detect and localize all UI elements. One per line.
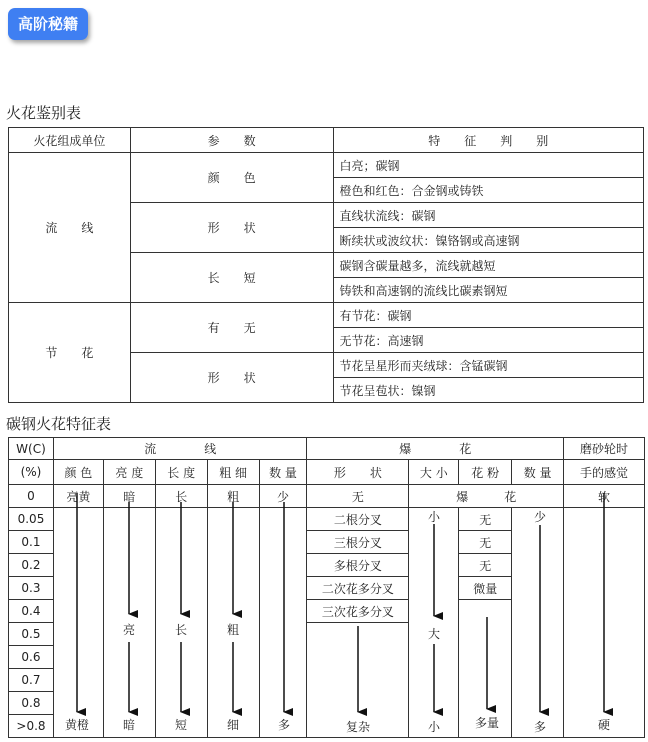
burst-count-end-label: 多 [533,720,547,734]
size-end-label: 小 [427,720,441,734]
wc-value: 0.6 [9,646,54,669]
wc-value: 0.4 [9,600,54,623]
feature-cell: 有节花：碳钢 [333,303,644,328]
table-row [9,153,644,178]
burst-count-start-label: 少 [533,510,547,524]
feature-cell: 节花呈苞状：镍钢 [333,378,644,403]
wc-value: 0.05 [9,508,54,531]
feature-cell: 节花呈星形而夹绒球：含锰碳钢 [333,353,644,378]
wc-value: 0.7 [9,669,54,692]
feel-start: 软 [564,485,645,508]
feature-cell: 无节花：高速钢 [333,328,644,353]
wc-value: >0.8 [9,715,54,738]
pollen-end-label: 多量 [474,716,500,730]
badge-title: 高阶秘籍 [8,8,88,40]
wc-value: 0.2 [9,554,54,577]
burst-header: 爆 花 [307,438,564,460]
shape-end-label: 复杂 [345,720,371,734]
brightness-start: 暗 [103,485,155,508]
shape-value: 二根分叉 [307,508,409,531]
wc-unit: (%) [9,460,54,485]
param-cell: 形 状 [130,203,333,253]
param-cell: 长 短 [130,253,333,303]
length-start: 长 [155,485,207,508]
wc-value: 0.5 [9,623,54,646]
sub-header: 大 小 [409,460,459,485]
header-cell: 参 数 [130,128,333,153]
brightness-mid-label: 亮 [122,623,136,637]
table-header-row [9,438,645,460]
count-start: 少 [259,485,307,508]
shape-value: 多根分叉 [307,554,409,577]
burst-count-column-body [512,508,564,738]
length-mid-label: 长 [174,623,188,637]
table-row [9,508,645,531]
feel-header-line1: 磨砂轮时 [564,438,645,460]
spark-identification-table [8,127,644,403]
feature-cell: 碳钢含碳量越多，流线就越短 [333,253,644,278]
shape-value: 二次花多分叉 [307,577,409,600]
wc-value: 0.3 [9,577,54,600]
size-column-body [409,508,459,738]
table-header-row [9,128,644,153]
color-start: 亮黄 [53,485,103,508]
burst-merged: 爆 花 [409,485,564,508]
color-end-label: 黄橙 [64,718,90,732]
table-row [9,303,644,328]
pollen-value: 微量 [459,577,512,600]
feature-cell: 断续状或波纹状：镍铬钢或高速钢 [333,228,644,253]
param-cell: 颜 色 [130,153,333,203]
table-header-row [9,460,645,485]
thickness-column-body [207,508,259,738]
shape-value: 三根分叉 [307,531,409,554]
size-mid-label: 大 [427,627,441,641]
shape-column-body [307,623,409,738]
length-column-body [155,508,207,738]
feature-cell: 铸铁和高速钢的流线比碳素钢短 [333,278,644,303]
brightness-end-label: 暗 [122,718,136,732]
pollen-value: 无 [459,554,512,577]
unit-cell: 流 线 [9,153,131,303]
feature-cell: 白亮；碳钢 [333,153,644,178]
table1-title: 火花鉴别表 [6,104,82,122]
sub-header: 数 量 [259,460,307,485]
thickness-mid-label: 粗 [226,623,240,637]
param-cell: 形 状 [130,353,333,403]
wc-value: 0.8 [9,692,54,715]
sub-header: 颜 色 [53,460,103,485]
sub-header: 亮 度 [103,460,155,485]
sub-header: 数 量 [512,460,564,485]
shape-value: 三次花多分叉 [307,600,409,623]
sub-header: 粗 细 [207,460,259,485]
param-cell: 有 无 [130,303,333,353]
thickness-end-label: 细 [226,718,240,732]
feel-end-label: 硬 [597,718,611,732]
size-start-label: 小 [427,510,441,524]
feature-cell: 直线状流线：碳钢 [333,203,644,228]
wc-value: 0.1 [9,531,54,554]
length-end-label: 短 [174,718,188,732]
pollen-value: 无 [459,531,512,554]
table2-title: 碳钢火花特征表 [6,415,112,433]
sub-header: 长 度 [155,460,207,485]
carbon-steel-spark-table [8,437,645,738]
feel-column-body [564,508,645,738]
streamline-header: 流 线 [53,438,307,460]
feature-cell: 橙色和红色：合金钢或铸铁 [333,178,644,203]
unit-cell: 节 花 [9,303,131,403]
feel-header-line2: 手的感觉 [564,460,645,485]
header-cell: 特 征 判 别 [333,128,644,153]
color-column-body [53,508,103,738]
count-end-label: 多 [277,718,291,732]
sub-header: 花 粉 [459,460,512,485]
sub-header: 形 状 [307,460,409,485]
shape-start: 无 [307,485,409,508]
pollen-column-body [459,600,512,738]
wc-header: W(C) [9,438,54,460]
pollen-value: 无 [459,508,512,531]
brightness-column-body [103,508,155,738]
wc-value: 0 [9,485,54,508]
header-cell: 火花组成单位 [9,128,131,153]
thickness-start: 粗 [207,485,259,508]
table-row [9,485,645,508]
count-column-body [259,508,307,738]
